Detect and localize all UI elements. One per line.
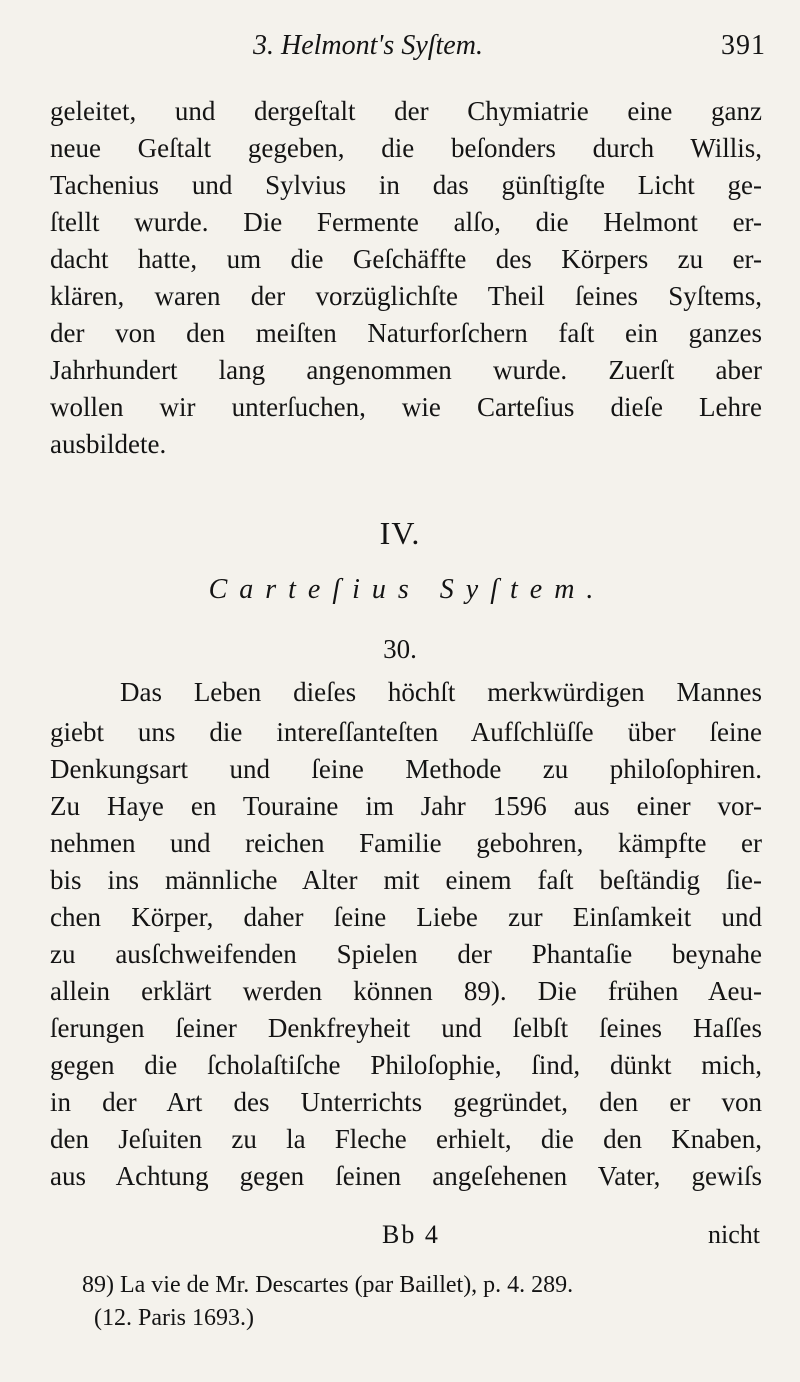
text-line: ſtellt wurde. Die Fermente alſo, die Helmont er- <box>50 207 762 237</box>
text-line: wollen wir unterſuchen, wie Carteſius dieſe Lehre <box>50 392 762 422</box>
text-line: Jahrhundert lang angenommen wurde. Zuerſt aber <box>50 355 762 385</box>
text-line: zu ausſchweifenden Spielen der Phantaſie beynahe <box>50 939 762 969</box>
section-number: IV. <box>379 515 421 551</box>
text-line: Zu Haye en Touraine im Jahr 1596 aus einer vor- <box>50 791 762 821</box>
text-line: den Jeſuiten zu la Fleche erhielt, die den Knaben, <box>50 1124 762 1154</box>
text-line: Denkungsart und ſeine Methode zu philoſophiren. <box>50 754 762 784</box>
text-line: ausbildete. <box>50 429 167 459</box>
text-line: Das Leben dieſes höchſt merkwürdigen Mannes <box>120 677 762 707</box>
footnote-line: 89) La vie de Mr. Descartes (par Baillet), p. 4. 289. <box>82 1272 574 1298</box>
text-line: aus Achtung gegen ſeinen angeſehenen Vater, gewiſs <box>50 1161 762 1191</box>
section-title: Carteſius Syſtem. <box>208 574 606 605</box>
page-number: 391 <box>721 30 766 61</box>
text-line: der von den meiſten Naturforſchern faſt ein ganzes <box>50 318 762 348</box>
text-line: dacht hatte, um die Geſchäffte des Körpers zu er- <box>50 244 762 274</box>
text-line: neue Geſtalt gegeben, die beſonders durch Willis, <box>50 133 762 163</box>
text-line: ſerungen ſeiner Denkfreyheit und ſelbſt ſeines Haſſes <box>50 1013 762 1043</box>
text-line: in der Art des Unterrichts gegründet, den er von <box>50 1087 762 1117</box>
text-line: geleitet, und dergeſtalt der Chymiatrie eine ganz <box>50 96 762 126</box>
running-head-title: 3. Helmont's Syſtem. <box>253 30 483 61</box>
text-line: giebt uns die intereſſanteſten Aufſchlüſſe über ſeine <box>50 717 762 747</box>
text-line: allein erklärt werden können 89). Die frühen Aeu- <box>50 976 762 1006</box>
text-line: gegen die ſcholaſtiſche Philoſophie, ſind, dünkt mich, <box>50 1050 762 1080</box>
paragraph-number: 30. <box>383 634 417 664</box>
footnote-line: (12. Paris 1693.) <box>94 1305 254 1331</box>
text-line: chen Körper, daher ſeine Liebe zur Einſamkeit und <box>50 902 762 932</box>
text-line: bis ins männliche Alter mit einem faſt beſtändig ſie- <box>50 865 762 895</box>
catchword: nicht <box>708 1220 760 1249</box>
text-line: Tachenius und Sylvius in das günſtigſte Licht ge- <box>50 170 762 200</box>
signature-mark: Bb 4 <box>382 1220 440 1249</box>
text-line: klären, waren der vorzüglichſte Theil ſeines Syſtems, <box>50 281 762 311</box>
text-line: nehmen und reichen Familie gebohren, kämpfte er <box>50 828 762 858</box>
running-header <box>0 30 800 70</box>
